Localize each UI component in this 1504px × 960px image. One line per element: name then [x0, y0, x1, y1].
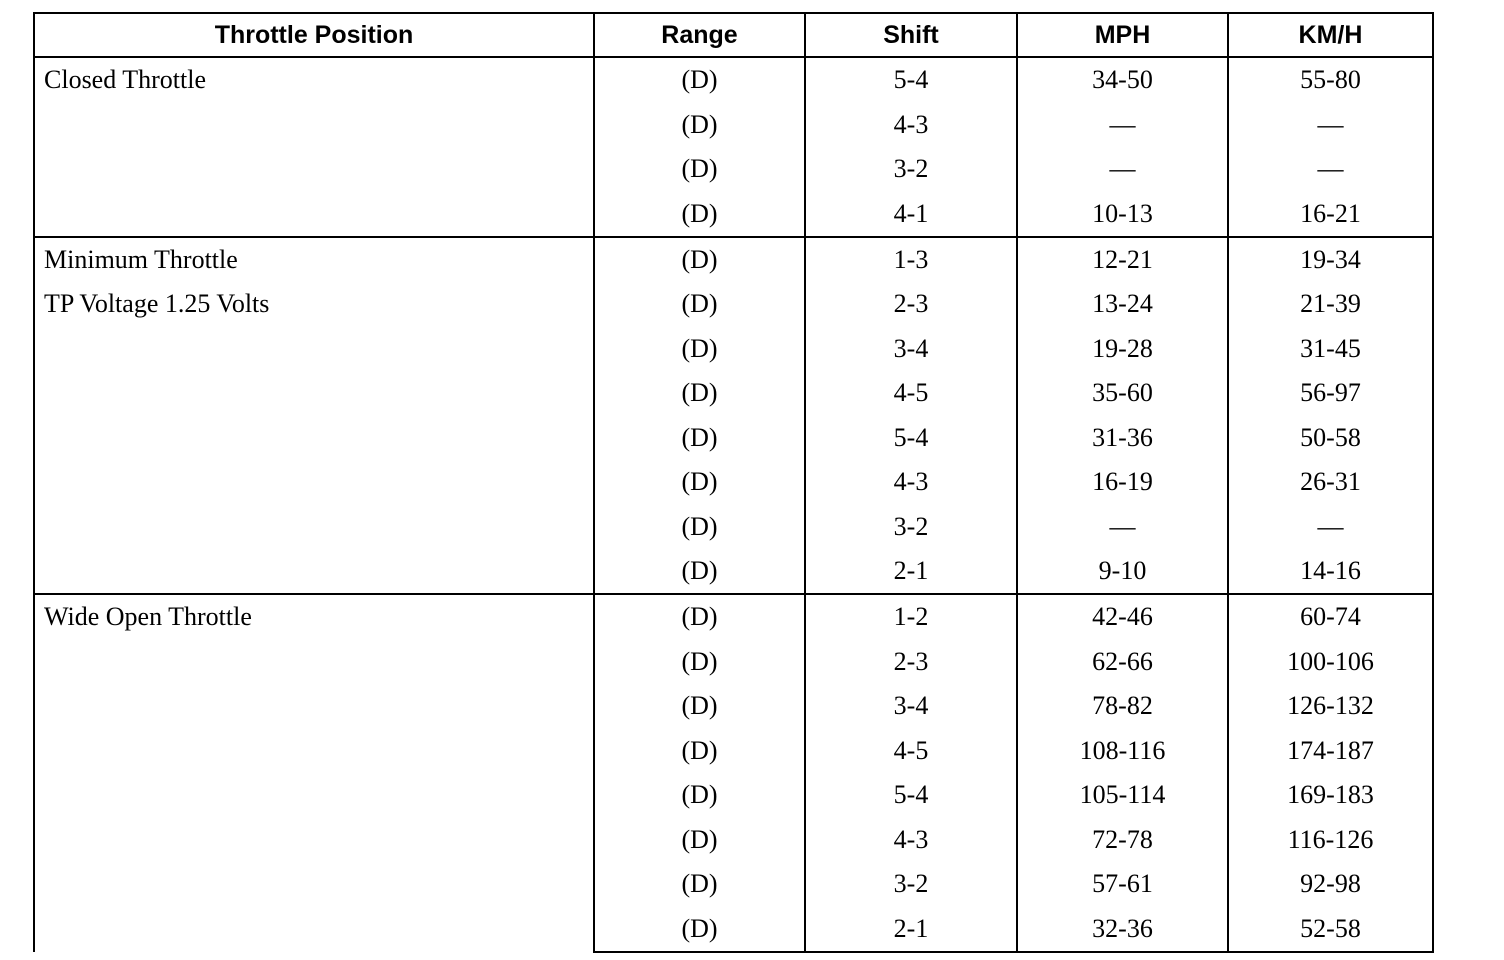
- throttle-position-label: Minimum Throttle: [44, 244, 238, 274]
- kmh-cell: 19-34: [1228, 237, 1433, 282]
- mph-cell: 57-61: [1017, 862, 1228, 906]
- throttle-position-label: Closed Throttle: [44, 65, 207, 94]
- kmh-cell: 60-74: [1228, 594, 1433, 639]
- shift-cell: 5-4: [805, 57, 1017, 102]
- range-cell: (D): [594, 906, 805, 951]
- range-cell: (D): [594, 237, 805, 282]
- kmh-cell: —: [1228, 147, 1433, 191]
- mph-cell: 42-46: [1017, 594, 1228, 639]
- shift-cell: 3-2: [805, 147, 1017, 191]
- kmh-cell: 21-39: [1228, 282, 1433, 326]
- mph-cell: 32-36: [1017, 906, 1228, 951]
- table-header: [34, 13, 1433, 57]
- header-kmh: KM/H: [1228, 13, 1433, 57]
- range-cell: (D): [594, 862, 805, 906]
- shift-cell: 2-1: [805, 549, 1017, 594]
- range-cell: (D): [594, 504, 805, 548]
- range-cell: (D): [594, 460, 805, 504]
- kmh-cell: 92-98: [1228, 862, 1433, 906]
- shift-cell: 4-5: [805, 371, 1017, 415]
- shift-cell: 1-3: [805, 237, 1017, 282]
- mph-cell: —: [1017, 504, 1228, 548]
- shift-cell: 3-4: [805, 684, 1017, 728]
- kmh-cell: 116-126: [1228, 817, 1433, 861]
- mph-cell: 105-114: [1017, 773, 1228, 817]
- mph-cell: 34-50: [1017, 57, 1228, 102]
- range-cell: (D): [594, 594, 805, 639]
- kmh-cell: 100-106: [1228, 640, 1433, 684]
- header-throttle-position: Throttle Position: [34, 13, 594, 57]
- mph-cell: 19-28: [1017, 327, 1228, 371]
- header-shift: Shift: [805, 13, 1017, 57]
- throttle-position-label: TP Voltage 1.25 Volts: [44, 289, 270, 319]
- shift-cell: 5-4: [805, 416, 1017, 460]
- shift-cell: 3-2: [805, 504, 1017, 548]
- table-row: [34, 594, 1433, 639]
- range-cell: (D): [594, 416, 805, 460]
- shift-cell: 4-3: [805, 817, 1017, 861]
- mph-cell: 31-36: [1017, 416, 1228, 460]
- mph-cell: —: [1017, 102, 1228, 146]
- range-cell: (D): [594, 102, 805, 146]
- mph-cell: 16-19: [1017, 460, 1228, 504]
- kmh-cell: 26-31: [1228, 460, 1433, 504]
- range-cell: (D): [594, 147, 805, 191]
- range-cell: (D): [594, 684, 805, 728]
- range-cell: (D): [594, 57, 805, 102]
- mph-cell: 12-21: [1017, 237, 1228, 282]
- kmh-cell: 50-58: [1228, 416, 1433, 460]
- mph-cell: 10-13: [1017, 191, 1228, 236]
- kmh-cell: 169-183: [1228, 773, 1433, 817]
- kmh-cell: 126-132: [1228, 684, 1433, 728]
- shift-cell: 4-1: [805, 191, 1017, 236]
- mph-cell: 9-10: [1017, 549, 1228, 594]
- table-row: [34, 57, 1433, 102]
- shift-cell: 3-4: [805, 327, 1017, 371]
- kmh-cell: 31-45: [1228, 327, 1433, 371]
- shift-cell: 2-3: [805, 282, 1017, 326]
- mph-cell: —: [1017, 147, 1228, 191]
- mph-cell: 35-60: [1017, 371, 1228, 415]
- mph-cell: 72-78: [1017, 817, 1228, 861]
- kmh-cell: 16-21: [1228, 191, 1433, 236]
- shift-speed-table: [33, 12, 1434, 953]
- header-mph: MPH: [1017, 13, 1228, 57]
- range-cell: (D): [594, 371, 805, 415]
- range-cell: (D): [594, 549, 805, 594]
- header-row: [34, 13, 1433, 57]
- header-range: Range: [594, 13, 805, 57]
- shift-cell: 5-4: [805, 773, 1017, 817]
- mph-cell: 78-82: [1017, 684, 1228, 728]
- kmh-cell: 56-97: [1228, 371, 1433, 415]
- shift-cell: 4-5: [805, 729, 1017, 773]
- shift-cell: 2-3: [805, 640, 1017, 684]
- range-cell: (D): [594, 191, 805, 236]
- shift-cell: 4-3: [805, 102, 1017, 146]
- shift-cell: 2-1: [805, 906, 1017, 951]
- range-cell: (D): [594, 282, 805, 326]
- range-cell: (D): [594, 773, 805, 817]
- kmh-cell: 174-187: [1228, 729, 1433, 773]
- range-cell: (D): [594, 640, 805, 684]
- range-cell: (D): [594, 729, 805, 773]
- kmh-cell: 52-58: [1228, 906, 1433, 951]
- kmh-cell: —: [1228, 102, 1433, 146]
- table-row: [34, 237, 1433, 282]
- kmh-cell: —: [1228, 504, 1433, 548]
- throttle-position-label: Wide Open Throttle: [44, 602, 252, 632]
- kmh-cell: 14-16: [1228, 549, 1433, 594]
- throttle-position-cell: [34, 594, 594, 952]
- shift-cell: 3-2: [805, 862, 1017, 906]
- table-body: [34, 57, 1433, 952]
- range-cell: (D): [594, 817, 805, 861]
- throttle-position-cell: [34, 57, 594, 237]
- mph-cell: 62-66: [1017, 640, 1228, 684]
- range-cell: (D): [594, 327, 805, 371]
- mph-cell: 13-24: [1017, 282, 1228, 326]
- kmh-cell: 55-80: [1228, 57, 1433, 102]
- shift-cell: 1-2: [805, 594, 1017, 639]
- throttle-position-cell: [34, 237, 594, 595]
- shift-cell: 4-3: [805, 460, 1017, 504]
- mph-cell: 108-116: [1017, 729, 1228, 773]
